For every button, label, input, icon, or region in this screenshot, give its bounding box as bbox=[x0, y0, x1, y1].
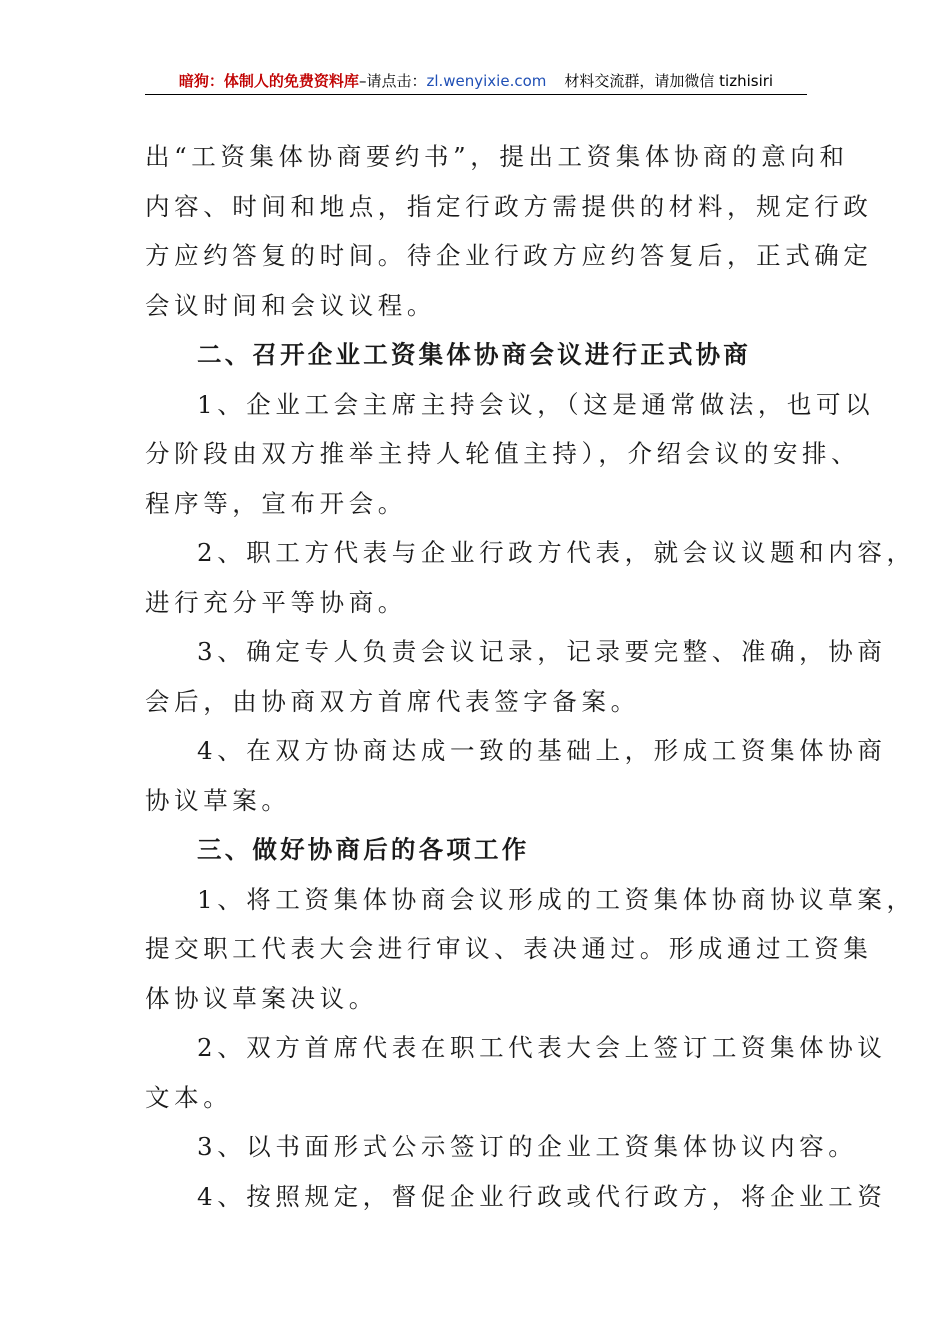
body-line: 1、企业工会主席主持会议，（这是通常做法，也可以 bbox=[197, 389, 875, 419]
body-line: 4、在双方协商达成一致的基础上，形成工资集体协商 bbox=[197, 736, 887, 765]
body-line: 3、确定专人负责会议记录，记录要完整、准确，协商 bbox=[197, 637, 887, 666]
body-line: 2、职工方代表与企业行政方代表，就会议议题和内容， bbox=[197, 538, 916, 567]
body-line: 会议时间和会议议程。 bbox=[145, 290, 436, 320]
body-line: 进行充分平等协商。 bbox=[145, 587, 407, 617]
body-line: 提交职工代表大会进行审议、表决通过。形成通过工资集 bbox=[145, 934, 873, 963]
body-line: 3、以书面形式公示签订的企业工资集体协议内容。 bbox=[197, 1132, 858, 1161]
body-line: 程序等，宣布开会。 bbox=[145, 488, 407, 518]
body-line: 2、双方首席代表在职工代表大会上签订工资集体协议 bbox=[197, 1033, 887, 1062]
body-line: 内容、时间和地点，指定行政方需提供的材料，规定行政 bbox=[145, 191, 873, 221]
header-link-prefix: –请点击： bbox=[358, 72, 427, 90]
body-line: 文本。 bbox=[145, 1082, 233, 1112]
section-heading: 三、做好协商后的各项工作 bbox=[197, 835, 530, 864]
header-contact: 材料交流群，请加微信 tizhisiri bbox=[564, 72, 774, 90]
body-line: 方应约答复的时间。待企业行政方应约答复后，正式确定 bbox=[145, 241, 873, 270]
document-body bbox=[145, 132, 916, 1221]
header-brand: 暗狗：体制人的免费资料库 bbox=[178, 72, 359, 90]
body-line: 1、将工资集体协商会议形成的工资集体协商协议草案， bbox=[197, 884, 916, 914]
body-line: 会后，由协商双方首席代表签字备案。 bbox=[145, 686, 640, 716]
body-line: 出“工资集体协商要约书”，提出工资集体协商的意向和 bbox=[145, 142, 849, 171]
body-line: 分阶段由双方推举主持人轮值主持），介绍会议的安排、 bbox=[145, 439, 861, 468]
section-heading: 二、召开企业工资集体协商会议进行正式协商 bbox=[197, 340, 751, 369]
body-line: 协议草案。 bbox=[145, 785, 291, 815]
page-header bbox=[145, 70, 807, 95]
body-line: 4、按照规定，督促企业行政或代行政方，将企业工资 bbox=[197, 1181, 887, 1211]
header-link[interactable]: zl.wenyixie.com bbox=[426, 72, 547, 90]
body-line: 体协议草案决议。 bbox=[145, 983, 378, 1013]
